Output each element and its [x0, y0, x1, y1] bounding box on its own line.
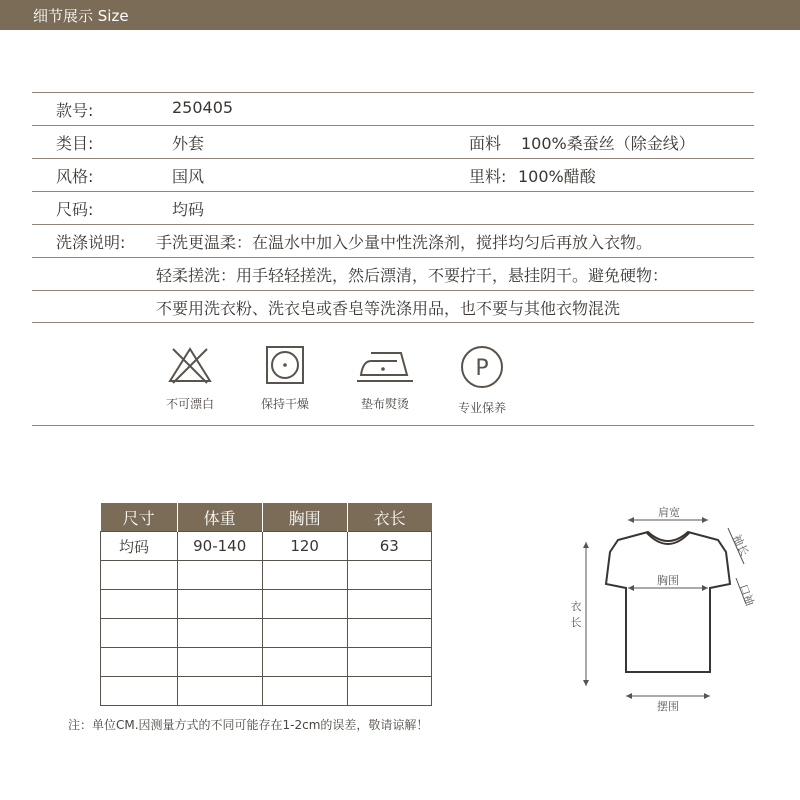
weight-cell — [177, 590, 262, 619]
weight-cell — [177, 561, 262, 590]
care-icons — [32, 329, 754, 426]
info-row-size — [32, 191, 754, 224]
shoulder-label: 肩宽 — [658, 506, 680, 519]
chest-cell — [262, 561, 347, 590]
care-label: 保持干燥 — [260, 397, 309, 411]
wash-instruction-3: 不要用洗衣粉、洗衣皂或香皂等洗涤用品，也不要与其他衣物混洗 — [156, 299, 621, 318]
size-cell — [101, 619, 178, 648]
size-cell — [101, 648, 178, 677]
care-item-iron-cloth — [345, 345, 425, 412]
style-no-value: 250405 — [172, 98, 234, 117]
weight-cell — [177, 677, 262, 706]
professional-care-icon — [460, 345, 504, 389]
size-chart-header: 衣长 — [347, 503, 431, 532]
sleeve-label: 袖长 — [729, 532, 751, 558]
size-chart-header: 体重 — [177, 503, 262, 532]
care-label: 不可漂白 — [165, 397, 214, 411]
wash-label: 洗涤说明: — [56, 233, 126, 252]
length-cell — [347, 561, 431, 590]
length-cell — [347, 619, 431, 648]
table-row — [101, 561, 432, 590]
category-label: 类目: — [56, 134, 94, 153]
weight-cell — [177, 648, 262, 677]
info-row-style-no — [32, 92, 754, 125]
table-row — [101, 590, 432, 619]
style-label: 风格: — [56, 167, 94, 186]
care-item-professional — [442, 345, 522, 416]
chest-cell: 120 — [262, 532, 347, 561]
lining-label: 里料: — [469, 167, 507, 186]
size-cell — [101, 590, 178, 619]
chest-cell — [262, 677, 347, 706]
size-chart-header-row — [101, 503, 432, 532]
section-title: 细节展示 Size — [33, 7, 129, 25]
care-item-keep-dry — [245, 345, 325, 412]
weight-cell: 90-140 — [177, 532, 262, 561]
measurement-note: 注：单位CM.因测量方式的不同可能存在1-2cm的误差，敬请谅解！ — [68, 718, 429, 732]
no-bleach-icon — [167, 345, 213, 385]
size-value: 均码 — [172, 200, 205, 219]
info-row-wash-2 — [32, 257, 754, 290]
lining-value: 100%醋酸 — [518, 167, 596, 186]
garment-measurement-diagram — [560, 500, 780, 720]
info-row-wash-3 — [32, 290, 754, 323]
size-cell: 均码 — [101, 532, 178, 561]
style-no-label: 款号: — [56, 101, 94, 120]
tumble-dry-icon — [265, 345, 305, 385]
size-label: 尺码: — [56, 200, 94, 219]
table-row — [101, 619, 432, 648]
table-row — [101, 648, 432, 677]
category-value: 外套 — [172, 134, 205, 153]
length-label-1: 衣 — [570, 600, 582, 613]
wash-instruction-1: 手洗更温柔：在温水中加入少量中性洗涤剂，搅拌均匀后再放入衣物。 — [156, 233, 653, 252]
style-value: 国风 — [172, 167, 205, 186]
product-info-table — [32, 92, 754, 323]
tshirt-outline — [606, 532, 730, 672]
size-chart-header: 尺寸 — [101, 503, 178, 532]
info-row-category — [32, 125, 754, 158]
chest-label: 胸围 — [657, 574, 679, 587]
weight-cell — [177, 619, 262, 648]
size-chart-header: 胸围 — [262, 503, 347, 532]
care-label: 垫布熨烫 — [360, 397, 409, 411]
table-row — [101, 532, 432, 561]
chest-cell — [262, 648, 347, 677]
info-row-wash-1 — [32, 224, 754, 257]
length-cell — [347, 590, 431, 619]
cuff-label: 口袖 — [736, 582, 757, 608]
size-chart-table — [100, 503, 432, 706]
care-label: 专业保养 — [457, 401, 506, 415]
care-item-no-bleach — [150, 345, 230, 412]
length-label-2: 长 — [570, 616, 582, 629]
chest-cell — [262, 619, 347, 648]
size-cell — [101, 677, 178, 706]
info-row-style — [32, 158, 754, 191]
length-cell: 63 — [347, 532, 431, 561]
chest-cell — [262, 590, 347, 619]
table-row — [101, 677, 432, 706]
iron-with-cloth-icon — [357, 345, 413, 385]
section-header — [0, 0, 800, 30]
length-cell — [347, 677, 431, 706]
fabric-value: 100%桑蚕丝（除金线） — [521, 134, 695, 153]
hem-label: 摆围 — [657, 700, 679, 713]
wash-instruction-2: 轻柔搓洗：用手轻轻搓洗，然后漂清，不要拧干，悬挂阴干。避免硬物： — [156, 266, 669, 285]
professional-care-symbol: P — [475, 356, 489, 381]
fabric-label: 面料 — [469, 134, 502, 153]
size-cell — [101, 561, 178, 590]
length-cell — [347, 648, 431, 677]
